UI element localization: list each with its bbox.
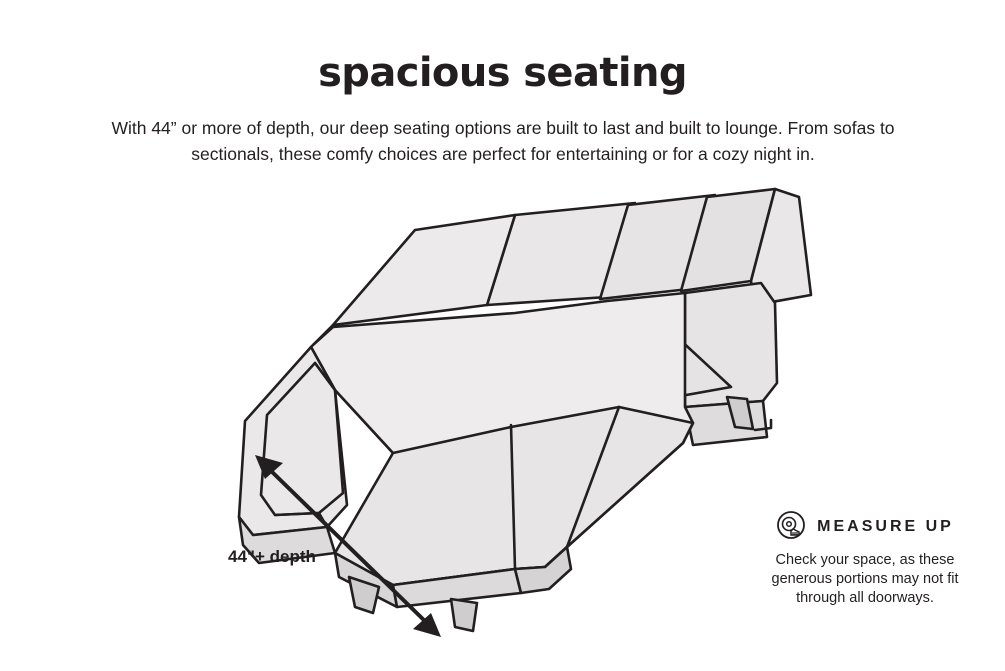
- page-title: spacious seating: [318, 50, 687, 96]
- description-text: With 44” or more of depth, our deep seating options are built to last and built to lounge. From sofas to sectionals, these comfy choices are perfect for entertaining or for a cozy night in.: [111, 118, 895, 164]
- measure-up-block: [745, 508, 985, 608]
- measure-up-note: Check your space, as these generous portions may not fit through all doorways.: [771, 552, 959, 606]
- tape-measure-icon: [776, 510, 806, 545]
- measure-up-title: MEASURE UP: [817, 518, 954, 535]
- sofa-illustration: [215, 175, 815, 645]
- measure-up-header: [745, 508, 985, 546]
- depth-dimension-label: 44"+ depth: [228, 547, 316, 566]
